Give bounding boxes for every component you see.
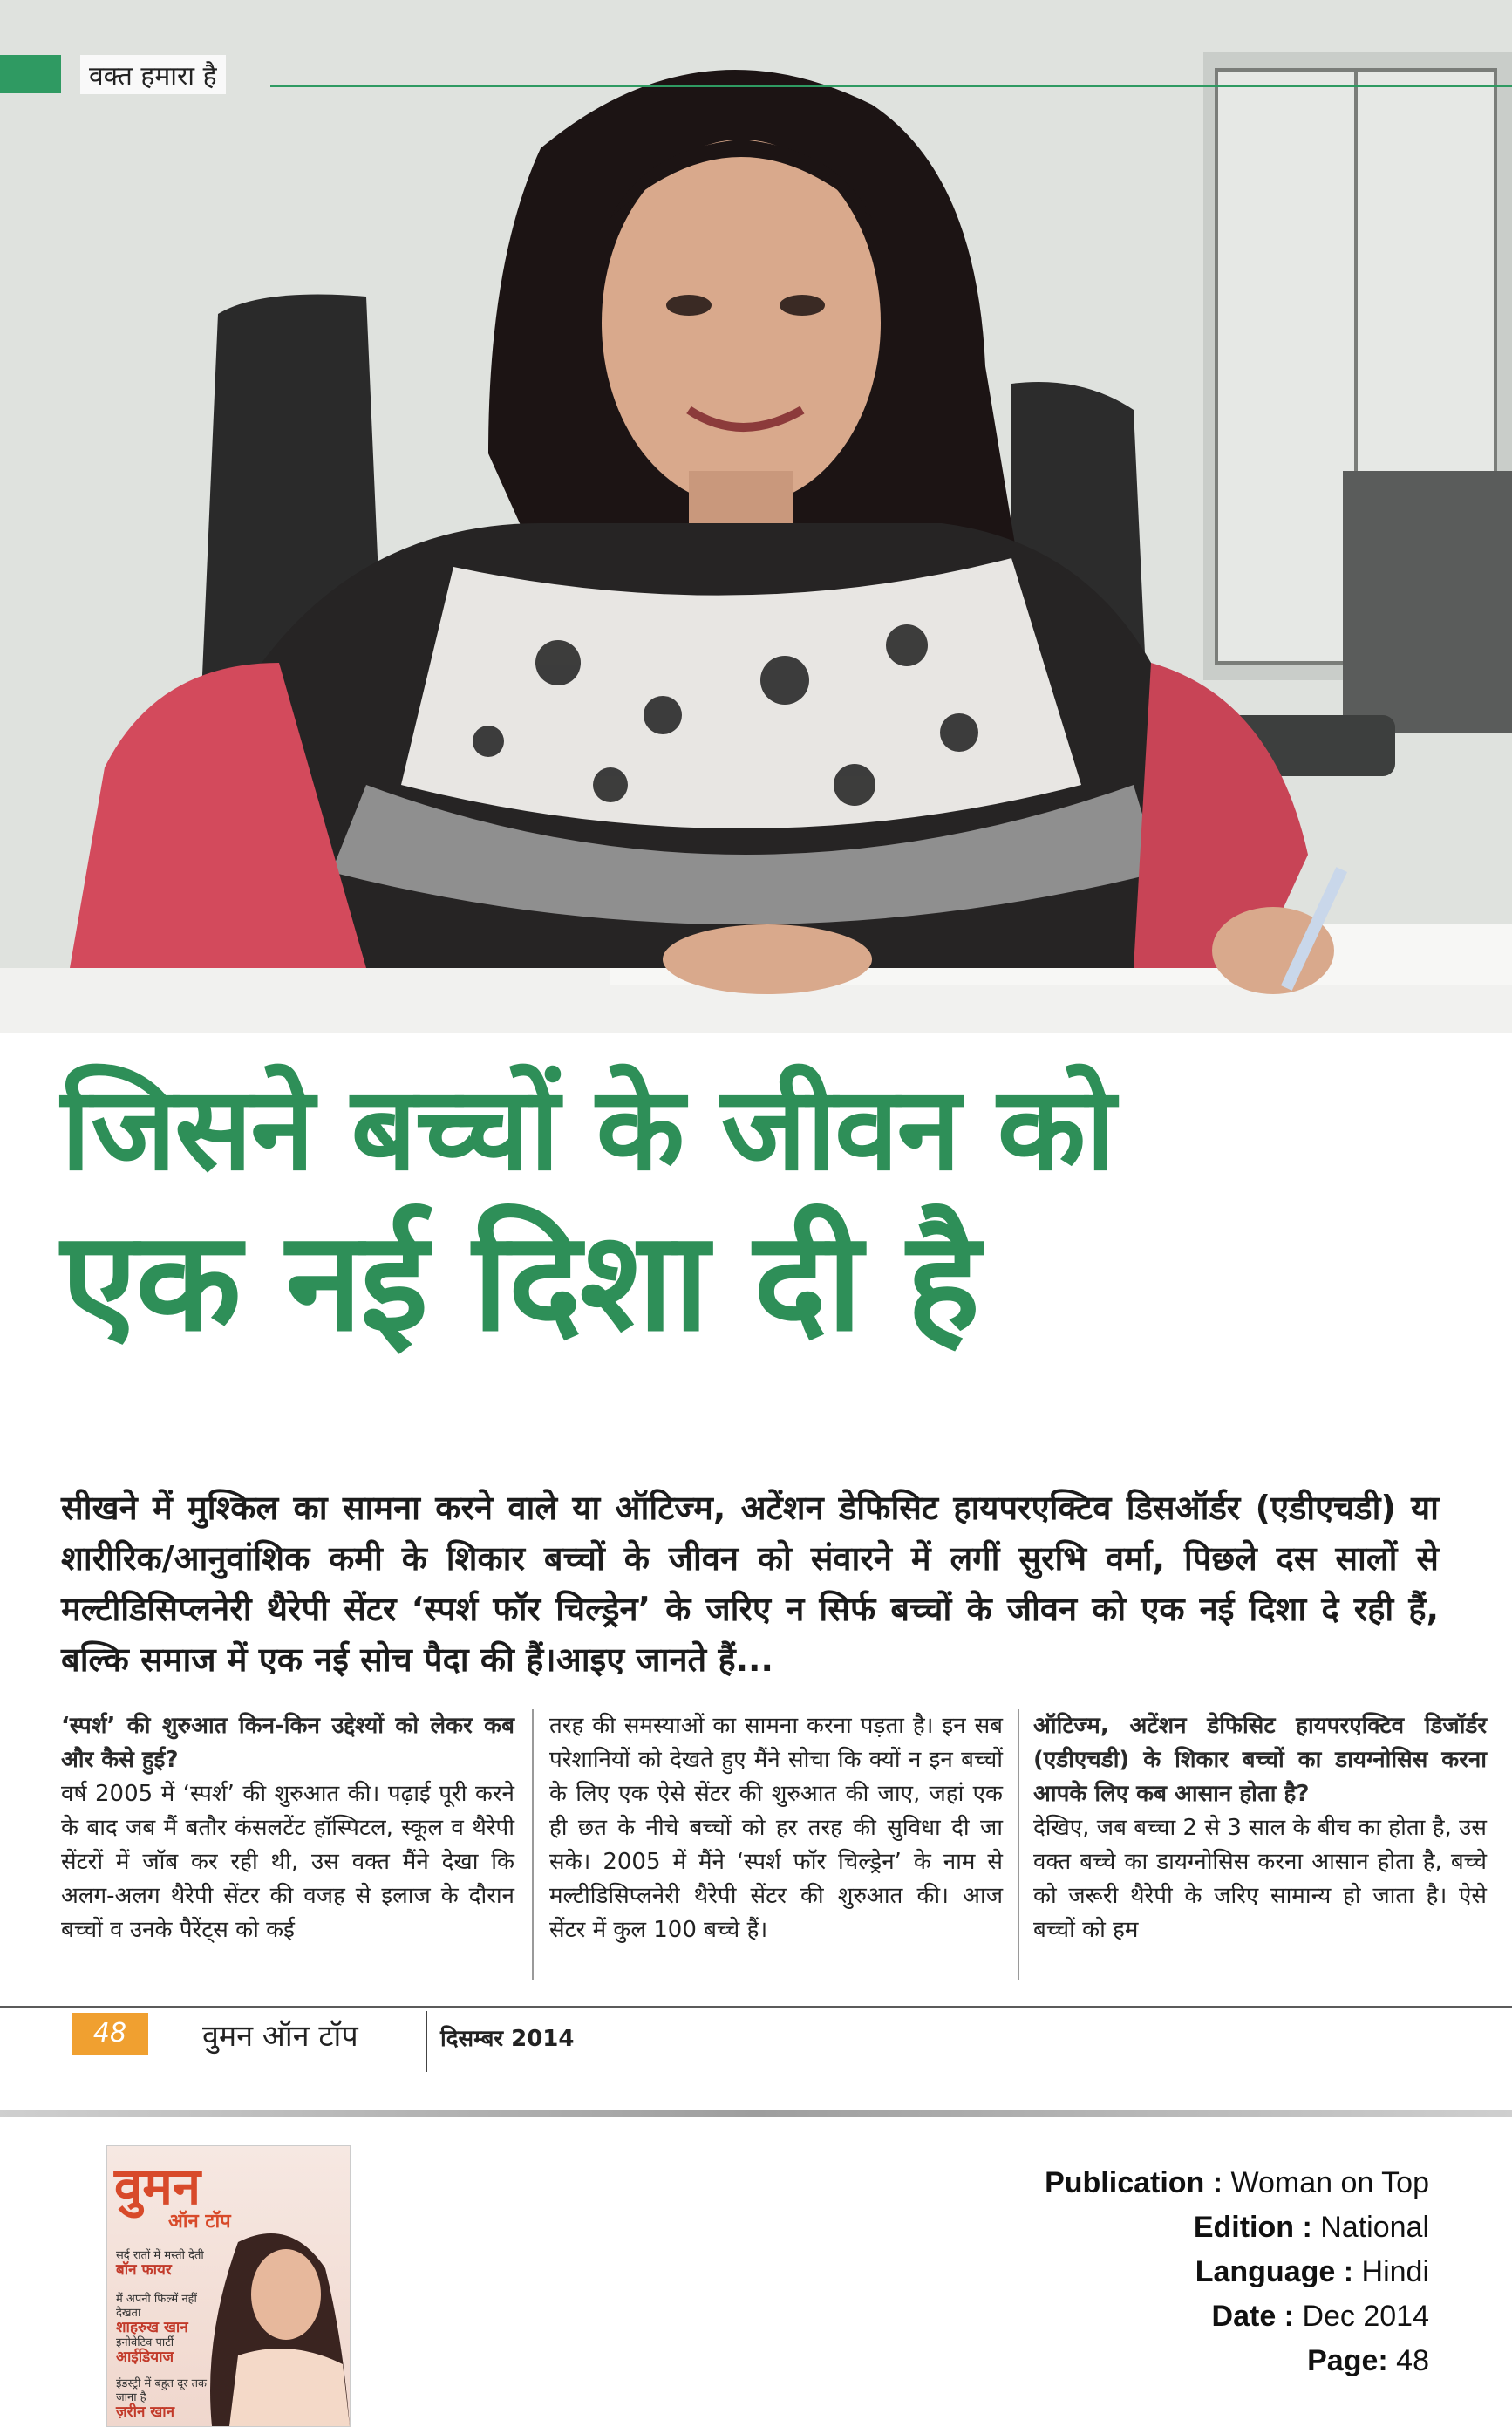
page-label: Page: [1307, 2344, 1388, 2377]
date-row [889, 2294, 1429, 2339]
cover-headline [116, 2377, 221, 2421]
edition-value: National [1320, 2211, 1429, 2244]
language-label: Language : [1195, 2255, 1354, 2288]
column-3 [1033, 1709, 1487, 1947]
cover-headline-big: शाहरुख खान [116, 2319, 188, 2336]
publication-value: Woman on Top [1230, 2166, 1429, 2199]
cover-headline-big: ज़रीन खान [116, 2403, 175, 2421]
cover-headline-small: इनोवेटिव पार्टी [116, 2336, 174, 2349]
section-tag [0, 48, 1512, 99]
edition-label: Edition : [1193, 2211, 1312, 2244]
publication-row [889, 2161, 1429, 2205]
column-divider [532, 1709, 534, 1980]
cover-headline [116, 2249, 221, 2279]
publication-label: Publication : [1045, 2166, 1223, 2199]
column-2 [549, 1709, 1003, 1947]
cover-headline-small: सर्द रातों में मस्ती देती [116, 2249, 204, 2262]
edition-row [889, 2205, 1429, 2250]
scan-separator [0, 2110, 1512, 2117]
publication-info [889, 2161, 1429, 2383]
article-intro: सीखने में मुश्किल का सामना करने वाले या ऑटिज्म, अटेंशन डेफिसिट हायपरएक्टिव डिसऑर्डर (एडीएचडी) या शारीरिक/आनुवांशिक कमी के शिकार बच्चों के जीवन को संवारने में लगीं सुरभि वर्मा, पिछले दस सालों से मल्टीडिसिप्लनेरी थैरेपी सेंटर ‘स्पर्श फॉर चिल्ड्रेन’ के जरिए न सिर्फ बच्चों के जीवन को एक नई दिशा दे रही हैं, बल्कि समाज में एक नई सोच पैदा की हैं।आइए जानते हैं... [61, 1489, 1439, 1679]
cover-masthead: वुमन [114, 2157, 201, 2216]
answer-1: वर्ष 2005 में ‘स्पर्श’ की शुरुआत की। पढ़ाई पूरी करने के बाद जब मैं बतौर कंसलटेंट हॉस्पिटल, स्कूल व थैरेपी सेंटरों में जॉब कर रही थी, उस वक्त मैंने देखा कि अलग-अलग थैरेपी सेंटर की वजह से इलाज के दौरान बच्चों व उनके पैरेंट्स को कई [61, 1781, 514, 1943]
section-tag-rule [270, 85, 1512, 87]
headline-line-2: एक नई दिशा दी है [61, 1202, 978, 1362]
column-2-text: तरह की समस्याओं का सामना करना पड़ता है। इन सब परेशानियों को देखते हुए मैंने सोचा कि क्यों न इन बच्चों के लिए एक ऐसे सेंटर की शुरुआत की जाए, जहां एक ही छत के नीचे बच्चों को हर तरह की सुविधा दी जा सके। 2005 में मैंने ‘स्पर्श फॉर चिल्ड्रेन’ के नाम से मल्टीडिसिप्लनेरी थैरेपी सेंटर की शुरुआत की। आज सेंटर में कुल 100 बच्चे हैं। [549, 1713, 1003, 1943]
language-value: Hindi [1361, 2255, 1429, 2288]
footer-date: दिसम्बर 2014 [440, 2026, 575, 2052]
date-value: Dec 2014 [1302, 2300, 1429, 2333]
question-2: ऑटिज्म, अटेंशन डेफिसिट हायपरएक्टिव डिजॉर्डर (एडीएचडी) के शिकार बच्चों का डायग्नोसिस करना आपके लिए कब आसान होता है? [1033, 1713, 1487, 1807]
cover-headline-small: इंडस्ट्री में बहुत दूर तक जाना है [116, 2377, 207, 2404]
footer-rule [0, 2006, 1512, 2008]
page-number-badge: 48 [72, 2013, 148, 2055]
answer-2: देखिए, जब बच्चा 2 से 3 साल के बीच का होता है, उस वक्त बच्चे का डायग्नोसिस करना आसान होता है, बच्चे को जरूरी थैरेपी के जरिए सामान्य हो जाता है। ऐसे बच्चों को हम [1033, 1815, 1487, 1943]
cover-headline-big: बॉन फायर [116, 2261, 172, 2279]
portrait-photo [0, 0, 1512, 1033]
cover-headline [116, 2293, 221, 2336]
footer-divider [426, 2011, 427, 2072]
article-headline [61, 1060, 1456, 1365]
question-1: ‘स्पर्श’ की शुरुआत किन-किन उद्देश्यों को लेकर कब और कैसे हुई? [61, 1713, 514, 1773]
article-columns [61, 1709, 1491, 1988]
page-row [889, 2339, 1429, 2383]
cover-headline-big: आईडियाज [116, 2349, 174, 2366]
date-label: Date : [1211, 2300, 1294, 2333]
column-divider [1018, 1709, 1019, 1980]
portrait-illustration [0, 0, 1512, 1033]
page-value: 48 [1396, 2344, 1429, 2377]
cover-headline-small: मैं अपनी फिल्में नहीं देखता [116, 2293, 197, 2320]
magazine-cover-thumbnail [106, 2145, 351, 2427]
headline-line-1: जिसने बच्चों के जीवन को [61, 1062, 1114, 1196]
cover-masthead-sub: ऑन टॉप [168, 2211, 231, 2233]
column-1 [61, 1709, 514, 1947]
footer-magazine-name: वुमन ऑन टॉप [202, 2019, 358, 2054]
section-tag-bar [0, 55, 61, 93]
language-row [889, 2250, 1429, 2294]
cover-headline [116, 2336, 221, 2366]
section-tag-text: वक्त हमारा है [80, 55, 226, 94]
